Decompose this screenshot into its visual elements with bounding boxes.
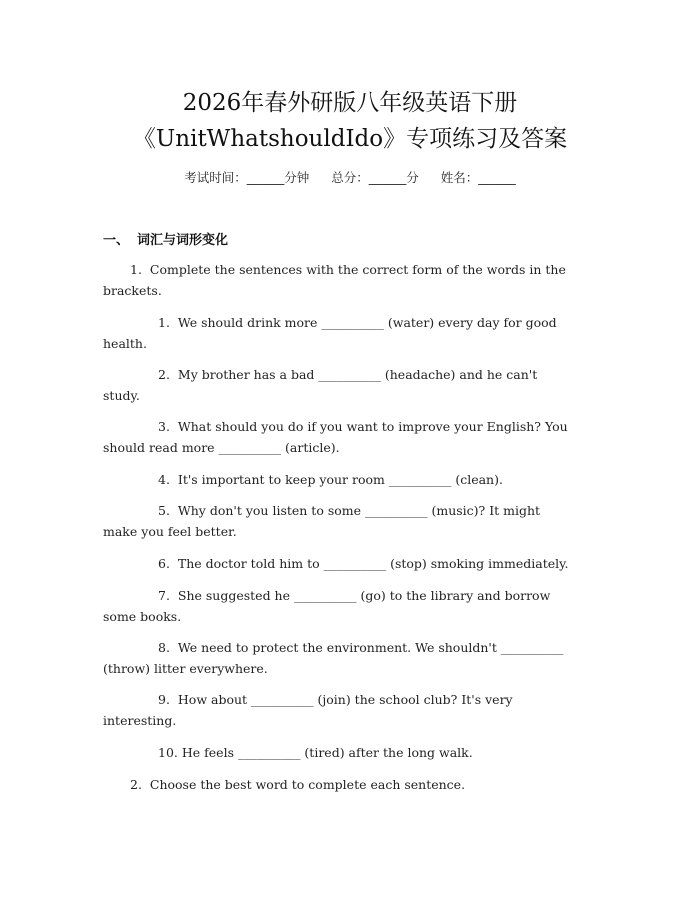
document-title-line1: 2026年春外研版八年级英语下册 (182, 90, 518, 116)
question-9-line2: interesting. (103, 713, 177, 728)
section-heading (103, 229, 228, 248)
question-number: 3. (158, 419, 170, 434)
question-2-line2: study. (103, 388, 140, 403)
task-number: 1. (130, 262, 142, 277)
question-text: How about __________ (join) the school club? It's very (177, 692, 513, 707)
question-2-line1 (158, 367, 537, 383)
question-1-line2: health. (103, 336, 147, 351)
question-number: 8. (158, 640, 170, 655)
section-title: 词汇与词形变化 (137, 233, 229, 248)
question-number: 7. (158, 588, 170, 603)
section-number: 一、 (103, 233, 130, 248)
question-number: 9. (158, 692, 170, 707)
question-1-line1 (158, 315, 557, 331)
exam-score: 总分：______分 (331, 170, 419, 185)
task-1-line1 (130, 262, 566, 278)
question-text: Why don't you listen to some __________ (music)? It might (177, 503, 541, 518)
document-title-line2: 《UnitWhatshouldIdo》专项练习及答案 (132, 126, 568, 152)
question-text: We should drink more __________ (water) every day for good (177, 315, 557, 330)
question-3-line1 (158, 419, 568, 435)
question-number: 10. (158, 745, 178, 760)
task-text: Choose the best word to complete each sentence. (149, 777, 466, 792)
question-text: It's important to keep your room __________ (clean). (177, 472, 503, 487)
question-text: The doctor told him to __________ (stop) smoking immediately. (177, 556, 569, 571)
question-8-line2: (throw) litter everywhere. (103, 661, 268, 676)
question-7-line1 (158, 588, 550, 604)
question-text: He feels __________ (tired) after the long walk. (181, 745, 473, 760)
exam-name: 姓名：______ (440, 170, 516, 185)
question-6-line1 (158, 556, 569, 572)
question-number: 4. (158, 472, 170, 487)
question-number: 1. (158, 315, 170, 330)
question-text: She suggested he __________ (go) to the library and borrow (177, 588, 551, 603)
task-1-line2: brackets. (103, 283, 162, 298)
question-7-line2: some books. (103, 609, 182, 624)
question-4-line1 (158, 472, 503, 488)
question-5-line1 (158, 503, 540, 519)
question-3-line2: should read more __________ (article). (103, 440, 340, 455)
question-9-line1 (158, 692, 513, 708)
question-10-line1 (158, 745, 473, 761)
task-2-line1 (130, 777, 465, 793)
exam-info (0, 168, 700, 186)
question-text: My brother has a bad __________ (headache) and he can't (177, 367, 538, 382)
question-text: We need to protect the environment. We shouldn't __________ (177, 640, 564, 655)
question-number: 6. (158, 556, 170, 571)
question-number: 5. (158, 503, 170, 518)
task-number: 2. (130, 777, 142, 792)
question-8-line1 (158, 640, 563, 656)
question-5-line2: make you feel better. (103, 524, 237, 539)
exam-time: 考试时间：______分钟 (184, 170, 310, 185)
question-text: What should you do if you want to improve your English? You (177, 419, 568, 434)
question-number: 2. (158, 367, 170, 382)
task-text: Complete the sentences with the correct form of the words in the (149, 262, 566, 277)
